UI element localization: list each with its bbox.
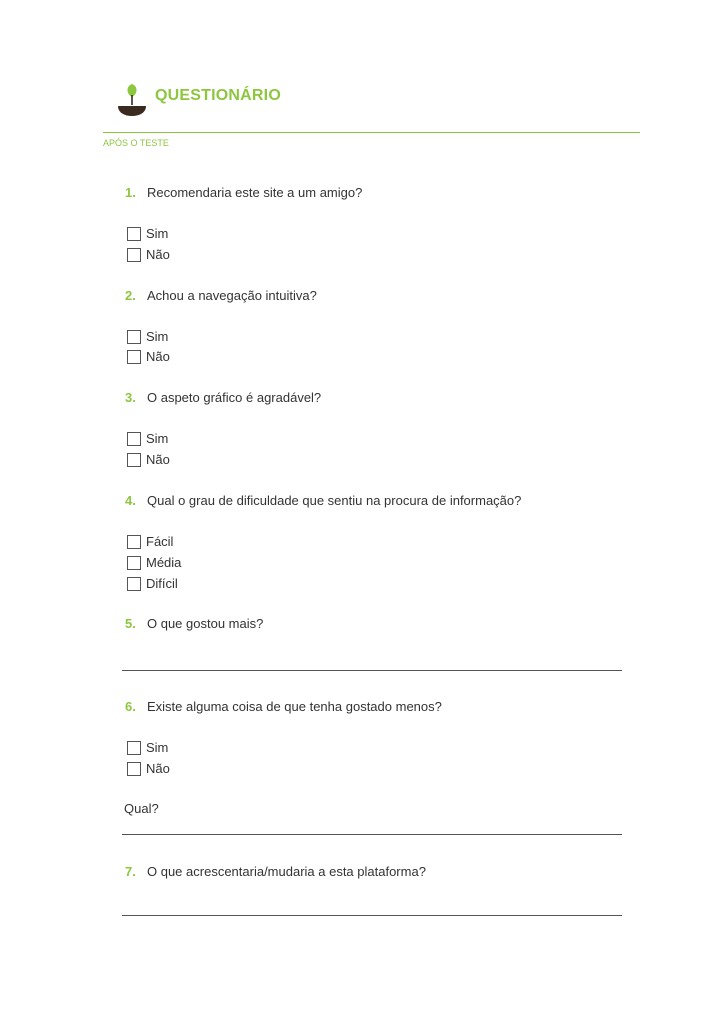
question-number: 1. (125, 185, 136, 200)
page-title: QUESTIONÁRIO (155, 87, 281, 104)
followup-label: Qual? (124, 801, 159, 816)
option-label: Não (146, 349, 170, 365)
question-6 (125, 699, 442, 714)
checkbox[interactable] (127, 556, 141, 570)
option-label: Média (146, 555, 182, 571)
checkbox[interactable] (127, 762, 141, 776)
option-label: Não (146, 452, 170, 468)
question-number: 2. (125, 288, 136, 303)
question-number: 3. (125, 390, 136, 405)
option-q4-media[interactable] (127, 554, 181, 571)
option-q3-sim[interactable] (127, 430, 168, 447)
checkbox[interactable] (127, 577, 141, 591)
question-number: 6. (125, 699, 136, 714)
option-q2-sim[interactable] (127, 328, 168, 345)
question-text: O aspeto gráfico é agradável? (147, 390, 322, 405)
option-label: Sim (146, 740, 169, 756)
option-label: Não (146, 761, 170, 777)
checkbox[interactable] (127, 535, 141, 549)
checkbox[interactable] (127, 350, 141, 364)
option-q6-sim[interactable] (127, 739, 168, 756)
question-text: Existe alguma coisa de que tenha gostado menos? (147, 699, 442, 714)
option-label: Difícil (146, 576, 178, 592)
question-text: O que acrescentaria/mudaria a esta plataforma? (147, 864, 426, 879)
question-number: 5. (125, 616, 136, 631)
question-5 (125, 616, 263, 631)
option-label: Sim (146, 226, 169, 242)
sprout-in-pot-icon (117, 80, 147, 116)
checkbox[interactable] (127, 330, 141, 344)
answer-line-q5[interactable] (122, 670, 622, 671)
question-number: 4. (125, 493, 136, 508)
option-q2-nao[interactable] (127, 348, 170, 365)
question-text: Recomendaria este site a um amigo? (147, 185, 363, 200)
question-7 (125, 864, 426, 879)
option-label: Não (146, 247, 170, 263)
question-2 (125, 288, 317, 303)
option-q1-nao[interactable] (127, 246, 170, 263)
question-text: O que gostou mais? (147, 616, 264, 631)
question-4 (125, 493, 521, 508)
question-number: 7. (125, 864, 136, 879)
option-q4-dificil[interactable] (127, 575, 178, 592)
question-text: Qual o grau de dificuldade que sentiu na procura de informação? (147, 493, 522, 508)
header-divider (103, 132, 640, 133)
option-label: Sim (146, 329, 169, 345)
question-text: Achou a navegação intuitiva? (147, 288, 317, 303)
checkbox[interactable] (127, 432, 141, 446)
answer-line-q6[interactable] (122, 834, 622, 835)
checkbox[interactable] (127, 453, 141, 467)
checkbox[interactable] (127, 741, 141, 755)
option-label: Sim (146, 431, 169, 447)
option-q6-nao[interactable] (127, 760, 170, 777)
option-label: Fácil (146, 534, 174, 550)
question-1 (125, 185, 362, 200)
option-q1-sim[interactable] (127, 225, 168, 242)
checkbox[interactable] (127, 227, 141, 241)
answer-line-q7[interactable] (122, 915, 622, 916)
question-3 (125, 390, 321, 405)
page-subtitle: APÓS O TESTE (103, 138, 169, 148)
checkbox[interactable] (127, 248, 141, 262)
option-q3-nao[interactable] (127, 451, 170, 468)
option-q4-facil[interactable] (127, 533, 173, 550)
